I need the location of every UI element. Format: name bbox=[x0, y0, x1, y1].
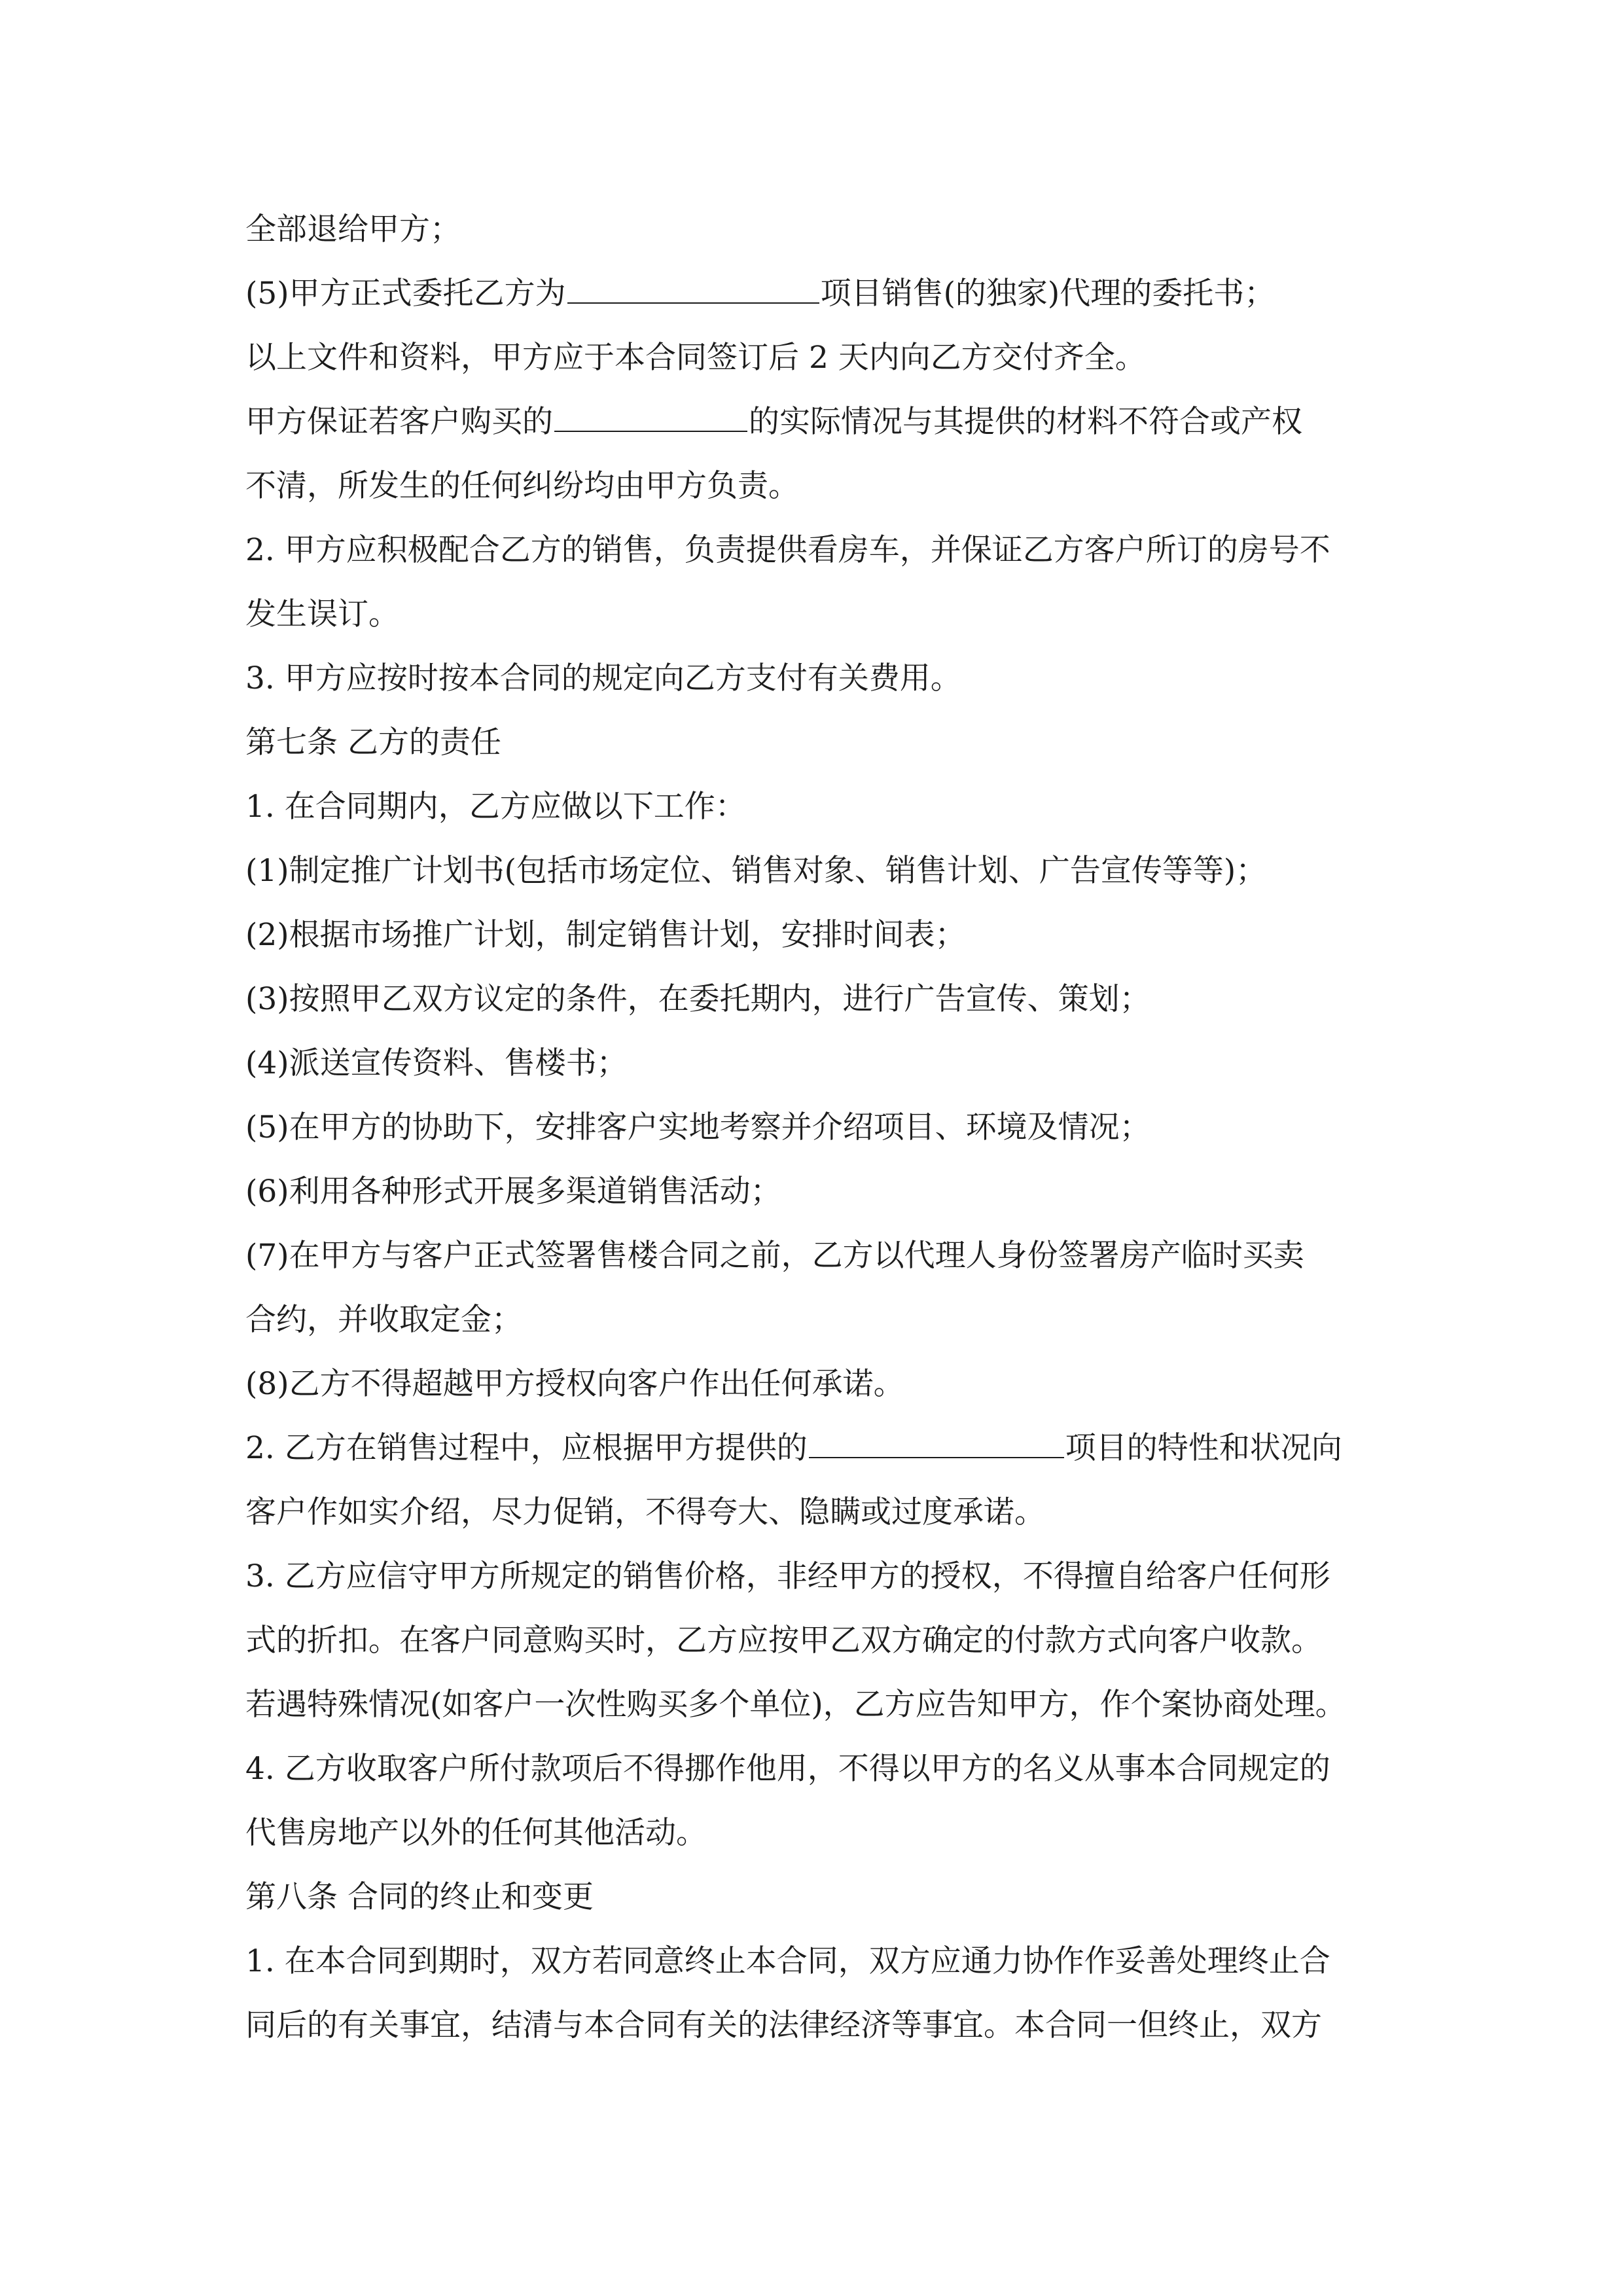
text-line: 式的折扣。在客户同意购买时，乙方应按甲乙双方确定的付款方式向客户收款。 bbox=[245, 1623, 1322, 1659]
fill-in-blank-line bbox=[567, 279, 819, 304]
fill-in-blank-line bbox=[554, 407, 747, 432]
document-body bbox=[245, 198, 1397, 2058]
text-line: (3)按照甲乙双方议定的条件，在委托期内，进行广告宣传、策划； bbox=[245, 981, 1150, 1017]
text-line: 发生误订。 bbox=[245, 596, 399, 632]
text-segment: 项目的特性和状况向 bbox=[1065, 1430, 1342, 1466]
text-line: (2)根据市场推广计划，制定销售计划，安排时间表； bbox=[245, 917, 966, 953]
text-line: 代售房地产以外的任何其他活动。 bbox=[245, 1815, 707, 1851]
text-line: 4. 乙方收取客户所付款项后不得挪作他用，不得以甲方的名义从事本合同规定的 bbox=[245, 1751, 1330, 1787]
text-line: 客户作如实介绍，尽力促销，不得夸大、隐瞒或过度承诺。 bbox=[245, 1494, 1045, 1530]
text-line: 全部退给甲方； bbox=[245, 211, 461, 247]
section-heading: 第八条 合同的终止和变更 bbox=[245, 1879, 594, 1915]
text-line bbox=[245, 262, 1397, 326]
text-line: (7)在甲方与客户正式签署售楼合同之前，乙方以代理人身份签署房产临时买卖 bbox=[245, 1238, 1304, 1274]
fill-in-blank-line bbox=[809, 1433, 1064, 1458]
text-line: (5)在甲方的协助下，安排客户实地考察并介绍项目、环境及情况； bbox=[245, 1109, 1150, 1145]
text-line: 不清，所发生的任何纠纷均由甲方负责。 bbox=[245, 468, 799, 504]
text-segment: 2. 乙方在销售过程中，应根据甲方提供的 bbox=[245, 1430, 808, 1466]
text-segment: 甲方保证若客户购买的 bbox=[245, 404, 553, 440]
text-line: 1. 在本合同到期时，双方若同意终止本合同，双方应通力协作作妥善处理终止合 bbox=[245, 1943, 1330, 1979]
text-line: (6)利用各种形式开展多渠道销售活动； bbox=[245, 1174, 781, 1210]
text-line: 同后的有关事宜，结清与本合同有关的法律经济等事宜。本合同一但终止，双方 bbox=[245, 2007, 1322, 2043]
text-segment: (5)甲方正式委托乙方为 bbox=[245, 276, 566, 312]
section-heading: 第七条 乙方的责任 bbox=[245, 725, 501, 761]
text-line: 3. 甲方应按时按本合同的规定向乙方支付有关费用。 bbox=[245, 660, 961, 696]
text-line: (8)乙方不得超越甲方授权向客户作出任何承诺。 bbox=[245, 1366, 904, 1402]
text-segment: 项目销售(的独家)代理的委托书； bbox=[820, 276, 1275, 312]
text-segment: 的实际情况与其提供的材料不符合或产权 bbox=[749, 404, 1302, 440]
text-line: 1. 在合同期内，乙方应做以下工作： bbox=[245, 789, 746, 825]
text-line bbox=[245, 1416, 1397, 1480]
text-line: (1)制定推广计划书(包括市场定位、销售对象、销售计划、广告宣传等等)； bbox=[245, 853, 1267, 889]
text-line: 3. 乙方应信守甲方所规定的销售价格，非经甲方的授权，不得擅自给客户任何形 bbox=[245, 1558, 1330, 1594]
text-line: 以上文件和资料，甲方应于本合同签订后 2 天内向乙方交付齐全。 bbox=[245, 340, 1146, 376]
text-line: (4)派送宣传资料、售楼书； bbox=[245, 1045, 628, 1081]
text-line: 2. 甲方应积极配合乙方的销售，负责提供看房车，并保证乙方客户所订的房号不 bbox=[245, 532, 1330, 568]
text-line: 合约，并收取定金； bbox=[245, 1302, 522, 1338]
text-line bbox=[245, 390, 1397, 454]
text-line: 若遇特殊情况(如客户一次性购买多个单位)，乙方应告知甲方，作个案协商处理。 bbox=[245, 1687, 1346, 1723]
